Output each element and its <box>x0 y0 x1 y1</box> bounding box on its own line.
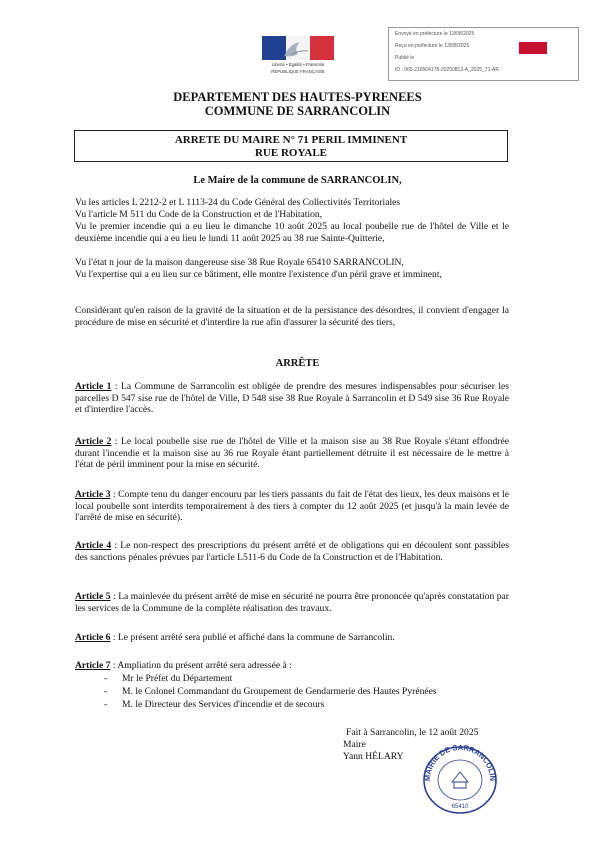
article <box>75 591 509 614</box>
logo-motto: Liberté • Égalité • Fraternité <box>271 62 325 67</box>
republique-francaise-logo <box>258 36 338 78</box>
mairie-seal-icon <box>420 744 500 816</box>
article-text: : Le local poubelle sise rue de l'hôtel de Ville et la maison sise au 38 Rue Royale s'étant effondrée durant l'incendie et la maison sise au 36 rue Royale étant partiellement détruite il est nécessaire de le mettre à l'état de péril imminent pour la mise en sécurité. <box>75 436 509 471</box>
title-line-1: ARRETE DU MAIRE N° 71 PERIL IMMINENT <box>174 134 408 146</box>
article-text: : La mainlevée du présent arrêté de mise en sécurité ne pourra être prononcée qu'après constatation par les services de la Commune de la complète réalisation des travaux. <box>75 591 509 614</box>
preamble-line: Considérant qu'en raison de la gravité de la situation et de la persistance des désordres, il convient d'engager la procédure de mise en sécurité et d'interdire la rue afin d'assurer la sécurité des tiers, <box>75 305 509 328</box>
article-text: : Le non-respect des prescriptions du présent arrêté et de obligations qui en découlent sont passibles des sanctions pénales prévues par l'article L511-6 du Code de la Construction et de l'Habitation. <box>75 540 509 563</box>
article-label: Article 1 <box>75 381 112 392</box>
article <box>75 436 509 471</box>
article-label: Article 3 <box>75 489 111 500</box>
article-label: Article 4 <box>75 540 112 551</box>
preamble-line: Vu l'état n jour de la maison dangereuse sise 38 Rue Royale 65410 SARRANCOLIN, <box>75 257 404 268</box>
ampliation-item: - M. le Colonel Commandant du Groupement de Gendarmerie des Hautes Pyrénées <box>104 686 437 697</box>
signature-role: Maire <box>343 739 366 750</box>
stamp-line-id: ID : 065-216504178-20250813-A_2025_71-AR <box>395 67 499 73</box>
title-box <box>74 130 508 162</box>
stamp-badge-icon <box>519 42 547 54</box>
article-text: : Le présent arrêté sera publié et affiché dans la commune de Sarrancolin. <box>110 632 395 643</box>
prefecture-stamp-box <box>388 27 579 81</box>
article-label: Article 2 <box>75 436 112 447</box>
stamp-line-received: Reçu en préfecture le 13/08/2025 <box>395 43 470 49</box>
preamble-line: Vu le premier incendie qui a eu lieu le dimanche 10 août 2025 au local poubelle rue de l'hôtel de Ville et le deuxième incendie qui a eu lieu le lundi 11 août 2025 au 38 rue Sainte-Quitterie, <box>75 221 509 244</box>
department-heading: DEPARTEMENT DES HAUTES-PYRENEES <box>173 90 422 104</box>
article-label: Article 5 <box>75 591 111 602</box>
article <box>75 540 509 563</box>
article-label: Article 7 <box>75 660 111 671</box>
ampliation-text: Mr le Préfet du Département <box>122 673 233 684</box>
commune-heading: COMMUNE DE SARRANCOLIN <box>204 104 391 118</box>
article <box>75 381 509 416</box>
svg-text:MAIRIE DE SARRANCOLIN: MAIRIE DE SARRANCOLIN <box>422 744 498 782</box>
stamp-line-sent: Envoyé en préfecture le 13/08/2025 <box>395 31 475 37</box>
logo-republic: RÉPUBLIQUE FRANÇAISE <box>271 69 325 74</box>
article <box>75 660 509 672</box>
title-line-2: RUE ROYALE <box>254 147 328 159</box>
stamp-line-published: Publié le <box>395 55 415 61</box>
preamble-line: Vu les articles L 2212-2 et L 1113-24 du Code Général des Collectivités Territoriales <box>75 197 401 208</box>
arrete-heading: ARRÊTE <box>275 358 320 369</box>
ampliation-item: - M. le Directeur des Services d'incendie et de secours <box>104 699 325 710</box>
ampliation-text: M. le Colonel Commandant du Groupement de Gendarmerie des Hautes Pyrénées <box>122 686 437 697</box>
ampliation-text: M. le Directeur des Services d'incendie et de secours <box>122 699 325 710</box>
article-text: : Ampliation du présent arrêté sera adressée à : <box>110 660 292 671</box>
article-text: : La Commune de Sarrancolin est obligée de prendre des mesures indispensables pour sécuriser les parcelles D 547 sise rue de l'hôtel de Ville, D 548 sise 38 Rue Royale à Sarrancolin et D 549 sise 36 Rue Royale et d'interdire l'accès. <box>75 381 509 416</box>
article <box>75 489 509 524</box>
article <box>75 632 509 644</box>
preamble-line: Vu l'expertise qui a eu lieu sur ce bâtiment, elle montre l'existence d'un péril grave et imminent, <box>75 269 442 280</box>
maire-heading: Le Maire de la commune de SARRANCOLIN, <box>193 175 402 186</box>
preamble-line: Vu l'article M 511 du Code de la Construction et de l'Habitation, <box>75 209 323 220</box>
article-text: : Compte tenu du danger encouru par les tiers passants du fait de l'état des lieux, les deux maisons et le local poubelle sont interdits temporairement à des tiers à compter du 12 août 2025 (et jusqu'à la main levée de l'arrêté de mise en sécurité). <box>75 489 509 524</box>
signature-place-date: Fait à Sarrancolin, le 12 août 2025 <box>346 727 479 738</box>
marianne-flag-icon <box>262 36 334 60</box>
svg-text:65410: 65410 <box>451 804 469 810</box>
ampliation-item: - Mr le Préfet du Département <box>104 673 233 684</box>
signature-name: Yann HÉLARY <box>343 751 404 762</box>
article-label: Article 6 <box>75 632 111 643</box>
